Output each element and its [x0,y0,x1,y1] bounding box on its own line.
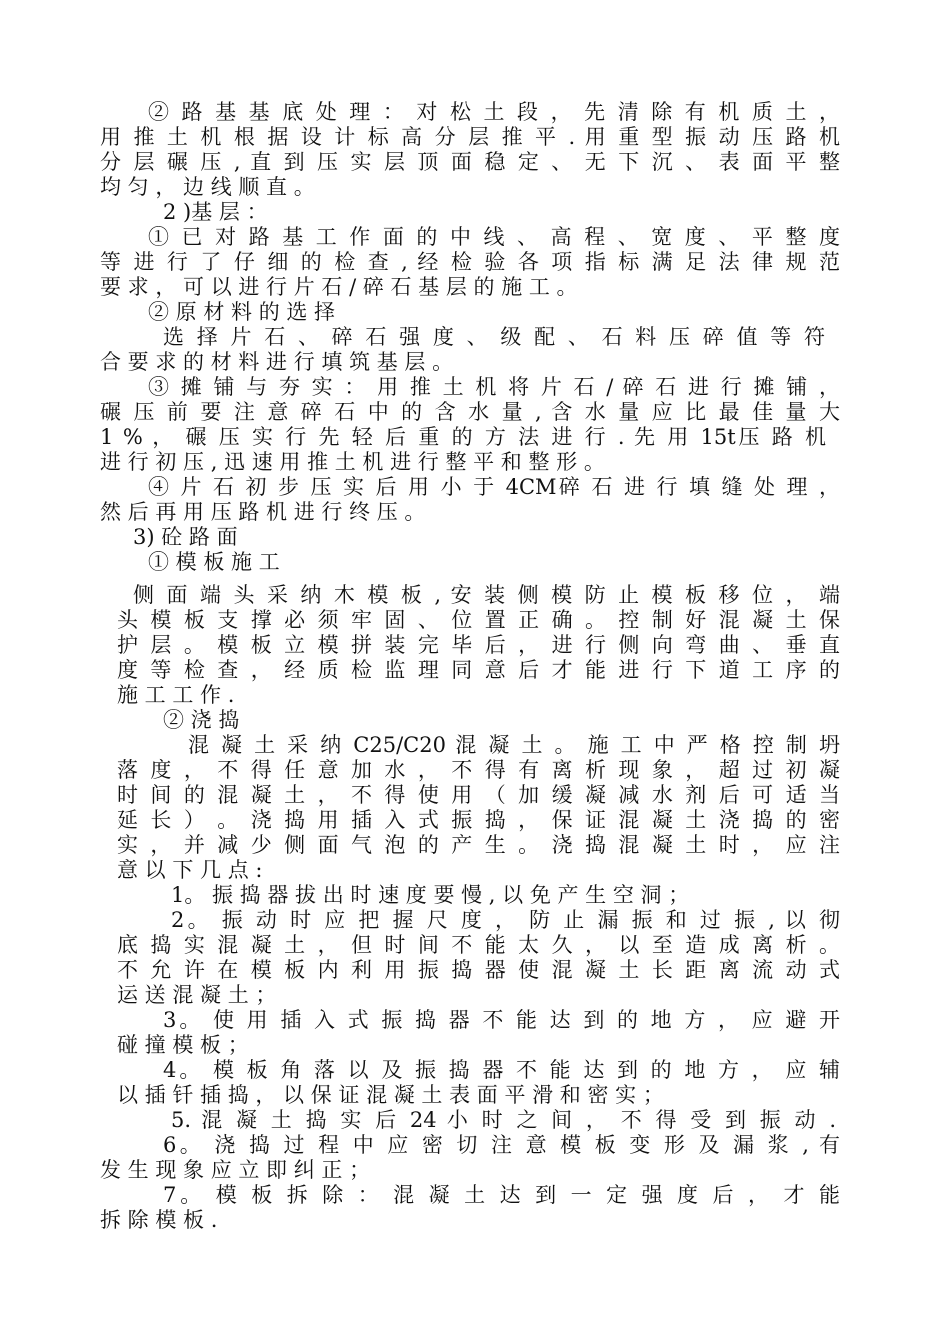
text-line-35: 不 允 许 在 模 板 内 利 用 振 捣 器 使 混 凝 土 长 距 离 流 动 式 [117,958,840,982]
text-line-17: 然 后 再 用 压 路 机 进 行 终 压 。 [100,500,426,524]
text-line-16: ④ 片 石 初 步 压 实 后 用 小 于 4CM碎 石 进 行 填 缝 处 理 ， [148,475,840,499]
list-item-2: 2。 振 动 时 应 把 握 尺 度 ， 防 止 漏 振 和 过 振 , 以 彻 [171,908,840,932]
heading-base-layer: 2 )基 层 ： [163,200,268,224]
text-line-45: 拆 除 模 板 . [100,1208,218,1232]
list-item-5: 5. 混 凝 土 捣 实 后 24 小 时 之 间 ， 不 得 受 到 振 动 . [171,1108,836,1132]
text-line-12: ③ 摊 铺 与 夯 实 ： 用 推 土 机 将 片 石 / 碎 石 进 行 摊 铺 ， [148,375,840,399]
list-item-3: 3。 使 用 插 入 式 振 捣 器 不 能 达 到 的 地 方 ， 应 避 开 [163,1008,840,1032]
text-line-6: ① 已 对 路 基 工 作 面 的 中 线 、 高 程 、 宽 度 、 平 整 度 [148,225,840,249]
text-line-15: 进 行 初 压 , 迅 速 用 推 土 机 进 行 整 平 和 整 形 。 [100,450,605,474]
text-line-26: 混 凝 土 采 纳 C25/C20 混 凝 土 。 施 工 中 严 格 控 制 坍 [188,733,840,757]
list-item-6: 6。 浇 捣 过 程 中 应 密 切 注 意 模 板 变 形 及 漏 浆 , 有 [163,1133,840,1157]
list-item-4: 4。 模 板 角 落 以 及 振 捣 器 不 能 达 到 的 地 方 ， 应 辅 [163,1058,840,1082]
text-line-29: 延 长 ） 。 浇 捣 用 插 入 式 振 捣 ， 保 证 混 凝 土 浇 捣 的 密 [117,808,840,832]
text-line-34: 底 捣 实 混 凝 土 ， 但 时 间 不 能 太 久 ， 以 至 造 成 离 析 。 [117,933,840,957]
text-line-10: 选 择 片 石 、 碎 石 强 度 、 级 配 、 石 料 压 碎 值 等 符 [163,325,825,349]
text-line-2: 用 推 土 机 根 据 设 计 标 高 分 层 推 平 . 用 重 型 振 动 压 路 机 [100,125,840,149]
text-line-1: ② 路 基 基 底 处 理 ： 对 松 土 段 ， 先 清 除 有 机 质 土 ， [148,100,840,124]
text-line-23: 度 等 检 查 ， 经 质 检 监 理 同 意 后 才 能 进 行 下 道 工 序 的 [117,658,840,682]
text-line-13: 碾 压 前 要 注 意 碎 石 中 的 含 水 量 , 含 水 量 应 比 最 佳 量 大 [100,400,840,424]
text-line-38: 碰 撞 模 板 ； [117,1033,249,1057]
text-line-8: 要 求 ， 可 以 进 行 片 石 / 碎 石 基 层 的 施 工 。 [100,275,578,299]
text-line-9: ② 原 材 料 的 选 择 [148,300,336,324]
text-line-36: 运 送 混 凝 土 ； [117,983,277,1007]
text-line-43: 发 生 现 象 应 立 即 纠 正 ； [100,1158,371,1182]
text-line-24: 施 工 工 作 . [117,683,235,707]
text-line-4: 均 匀 ， 边 线 顺 直 。 [100,175,315,199]
heading-concrete-pavement: 3) 砼 路 面 [133,525,238,549]
text-line-28: 时 间 的 混 凝 土 ， 不 得 使 用 （ 加 缓 凝 减 水 剂 后 可 适 当 [117,783,840,807]
text-line-7: 等 进 行 了 仔 细 的 检 查 , 经 检 验 各 项 指 标 满 足 法 律 规 范 [100,250,840,274]
text-line-40: 以 插 钎 插 捣 ， 以 保 证 混 凝 土 表 面 平 滑 和 密 实 ； [117,1083,664,1107]
text-line-14: 1 % ， 碾 压 实 行 先 轻 后 重 的 方 法 进 行 . 先 用 15t压 路 机 [100,425,826,449]
text-line-20: 侧 面 端 头 采 纳 木 模 板 , 安 装 侧 模 防 止 模 板 移 位 ， 端 [133,583,840,607]
text-line-11: 合 要 求 的 材 料 进 行 填 筑 基 层 。 [100,350,454,374]
text-line-27: 落 度 ， 不 得 任 意 加 水 ， 不 得 有 离 析 现 象 ， 超 过 初 凝 [117,758,840,782]
text-line-30: 实 ， 并 减 少 侧 面 气 泡 的 产 生 。 浇 捣 混 凝 土 时 ， 应 注 [117,833,840,857]
heading-formwork: ① 模 板 施 工 [148,550,280,574]
text-line-22: 护 层 。 模 板 立 模 拼 装 完 毕 后 ， 进 行 侧 向 弯 曲 、 垂 直 [117,633,840,657]
list-item-7: 7。 模 板 拆 除 ： 混 凝 土 达 到 一 定 强 度 后 ， 才 能 [163,1183,840,1207]
list-item-1: 1。 振 捣 器 拔 出 时 速 度 要 慢 , 以 免 产 生 空 洞 ； [171,883,690,907]
text-line-31: 意 以 下 几 点 : [117,858,263,882]
text-line-3: 分 层 碾 压 , 直 到 压 实 层 顶 面 稳 定 、 无 下 沉 、 表 面 平 整 [100,150,840,174]
text-line-21: 头 模 板 支 撑 必 须 牢 固 、 位 置 正 确 。 控 制 好 混 凝 土 保 [117,608,840,632]
heading-pouring: ② 浇 捣 [163,708,240,732]
